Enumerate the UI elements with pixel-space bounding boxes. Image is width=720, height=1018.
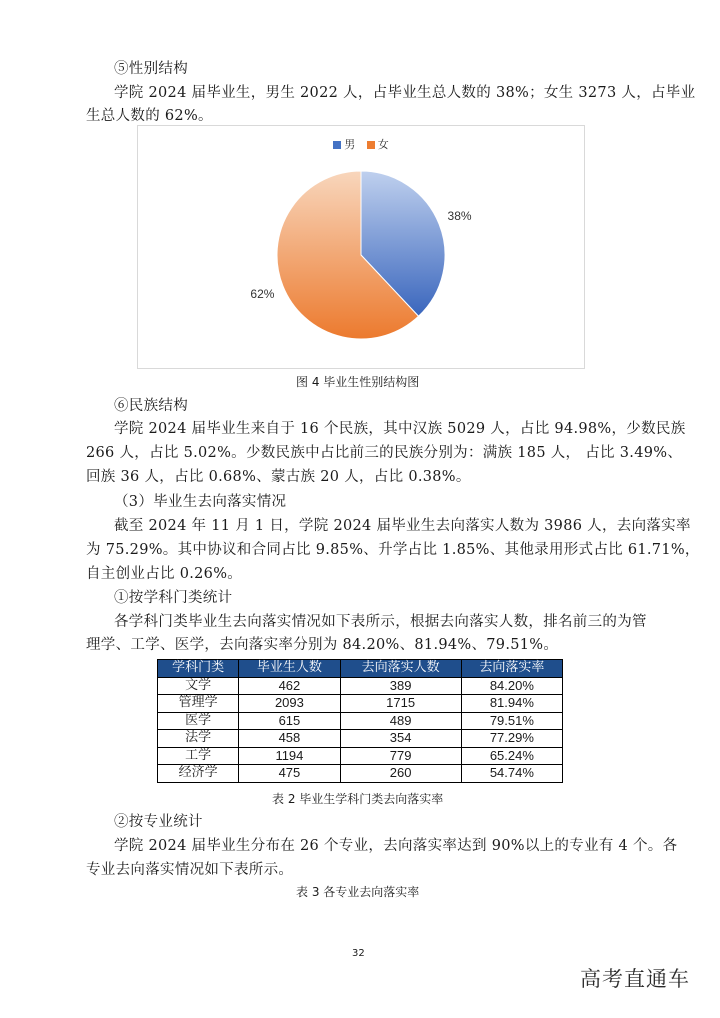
table-header-row	[158, 660, 563, 678]
table-cell: 458	[239, 730, 340, 748]
table-caption: 表 2 毕业生学科门类去向落实率	[272, 792, 444, 806]
table-cell: 489	[340, 712, 461, 730]
table-cell: 77.29%	[461, 730, 562, 748]
table-cell: 1715	[340, 695, 461, 713]
table-row	[158, 695, 563, 713]
paragraph-line: 为 75.29%。其中协议和合同占比 9.85%、升学占比 1.85%、其他录用形式占比 61.71%，	[86, 542, 700, 558]
table-cell: 经济学	[158, 765, 239, 783]
paragraph-line: 266 人，占比 5.02%。少数民族中占比前三的民族分别为：满族 185 人， 占比 3.49%、	[86, 445, 683, 461]
paragraph-line: 学院 2024 届毕业生，男生 2022 人，占毕业生总人数的 38%；女生 3273 人，占毕业	[114, 85, 696, 101]
legend-label-male: 男	[344, 138, 356, 151]
gender-pie-chart	[137, 125, 585, 369]
legend-label-female: 女	[377, 138, 389, 151]
watermark: 高考直通车	[580, 967, 690, 991]
table-row	[158, 747, 563, 765]
table-row	[158, 730, 563, 748]
section-heading-gender: ⑤性别结构	[114, 61, 188, 77]
subheading-by-major: ②按专业统计	[114, 814, 203, 830]
discipline-table	[157, 659, 563, 783]
table-cell: 工学	[158, 747, 239, 765]
paragraph-line: 回族 36 人，占比 0.68%、蒙古族 20 人，占比 0.38%。	[86, 469, 471, 485]
table-cell: 462	[239, 677, 340, 695]
table-cell: 65.24%	[461, 747, 562, 765]
table-row	[158, 712, 563, 730]
paragraph-line: 生总人数的 62%。	[86, 108, 213, 124]
figure-caption: 图 4 毕业生性别结构图	[296, 375, 420, 389]
table-row	[158, 765, 563, 783]
table-cell: 81.94%	[461, 695, 562, 713]
paragraph-line: 学院 2024 届毕业生分布在 26 个专业，去向落实率达到 90%以上的专业有 4 个。各	[114, 838, 678, 854]
paragraph-line: 理学、工学、医学，去向落实率分别为 84.20%、81.94%、79.51%。	[86, 637, 559, 653]
table-cell: 医学	[158, 712, 239, 730]
table-header-cell: 去向落实率	[461, 660, 562, 678]
table-header-cell: 毕业生人数	[239, 660, 340, 678]
pie-data-label: 62%	[250, 287, 275, 302]
table-cell: 79.51%	[461, 712, 562, 730]
paragraph-line: 各学科门类毕业生去向落实情况如下表所示，根据去向落实人数，排名前三的为管	[114, 614, 647, 630]
page-number: 32	[352, 948, 365, 959]
table-cell: 779	[340, 747, 461, 765]
table-cell: 260	[340, 765, 461, 783]
table-cell: 管理学	[158, 695, 239, 713]
table-row	[158, 677, 563, 695]
paragraph-line: 截至 2024 年 11 月 1 日，学院 2024 届毕业生去向落实人数为 3986 人，去向落实率	[114, 518, 691, 534]
paragraph-line: 自主创业占比 0.26%。	[86, 566, 243, 582]
table-cell: 354	[340, 730, 461, 748]
subheading-by-discipline: ①按学科门类统计	[114, 590, 233, 606]
table-cell: 文学	[158, 677, 239, 695]
table-cell: 54.74%	[461, 765, 562, 783]
table-cell: 法学	[158, 730, 239, 748]
table-cell: 389	[340, 677, 461, 695]
paragraph-line: 专业去向落实情况如下表所示。	[86, 862, 294, 878]
table-cell: 615	[239, 712, 340, 730]
table-caption: 表 3 各专业去向落实率	[296, 885, 420, 899]
table-cell: 84.20%	[461, 677, 562, 695]
paragraph-line: 学院 2024 届毕业生来自于 16 个民族，其中汉族 5029 人，占比 94.98%，少数民族	[114, 421, 686, 437]
pie-data-label: 38%	[447, 208, 472, 223]
section-heading-ethnic: ⑥民族结构	[114, 398, 188, 414]
table-header-cell: 去向落实人数	[340, 660, 461, 678]
table-cell: 475	[239, 765, 340, 783]
pie-svg	[138, 126, 584, 368]
table-cell: 1194	[239, 747, 340, 765]
table-cell: 2093	[239, 695, 340, 713]
table-header-cell: 学科门类	[158, 660, 239, 678]
section-heading-destination: （3）毕业生去向落实情况	[114, 494, 287, 510]
